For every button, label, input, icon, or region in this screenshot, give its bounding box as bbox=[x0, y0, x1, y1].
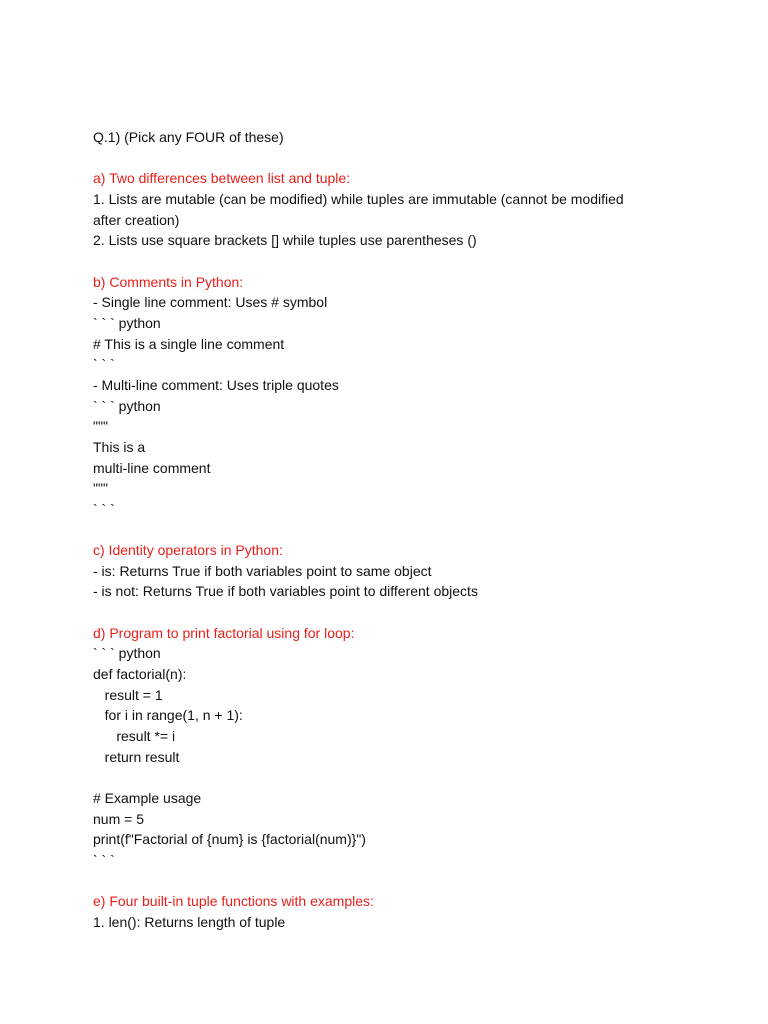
spacer bbox=[93, 251, 693, 272]
section-e-line: 1. len(): Returns length of tuple bbox=[93, 913, 286, 930]
section-c-heading: c) Identity operators in Python: bbox=[93, 542, 283, 559]
section-a-heading: a) Two differences between list and tuple: bbox=[93, 170, 351, 187]
code-fence: ` ` ` bbox=[93, 500, 115, 517]
code-fence: ` ` ` python bbox=[93, 397, 161, 414]
spacer bbox=[93, 148, 693, 169]
code-line: def factorial(n): bbox=[93, 666, 187, 683]
section-a bbox=[93, 168, 693, 251]
section-a-line: 2. Lists use square brackets [] while tuples use parentheses () bbox=[93, 232, 477, 249]
code-fence: ` ` ` bbox=[93, 356, 115, 373]
spacer bbox=[93, 519, 693, 540]
code-line: print(f"Factorial of {num} is {factorial(num)}") bbox=[93, 831, 366, 848]
section-b-line: """ bbox=[93, 480, 108, 497]
section-b-line: """ bbox=[93, 418, 108, 435]
code-line: for i in range(1, n + 1): bbox=[93, 707, 243, 724]
section-e bbox=[93, 891, 693, 932]
section-a-line: after creation) bbox=[93, 211, 180, 228]
section-b-heading: b) Comments in Python: bbox=[93, 273, 244, 290]
section-a-line: 1. Lists are mutable (can be modified) while tuples are immutable (cannot be modified bbox=[93, 190, 624, 207]
section-b-line: This is a bbox=[93, 438, 146, 455]
question-title: Q.1) (Pick any FOUR of these) bbox=[93, 129, 284, 145]
section-c-line: - is: Returns True if both variables point to same object bbox=[93, 562, 432, 579]
section-d bbox=[93, 623, 693, 871]
code-line: # Example usage bbox=[93, 790, 202, 806]
code-line: result *= i bbox=[93, 728, 176, 745]
section-d-heading: d) Program to print factorial using for loop: bbox=[93, 624, 355, 641]
code-fence: ` ` ` python bbox=[93, 645, 161, 662]
section-b-line: multi-line comment bbox=[93, 459, 211, 476]
spacer bbox=[93, 602, 693, 623]
code-line: return result bbox=[93, 748, 180, 765]
code-line: num = 5 bbox=[93, 810, 144, 827]
section-e-heading: e) Four built-in tuple functions with examples: bbox=[93, 893, 374, 910]
code-line: result = 1 bbox=[93, 686, 163, 703]
document-body bbox=[93, 127, 693, 933]
spacer bbox=[93, 871, 693, 892]
section-b-line: - Multi-line comment: Uses triple quotes bbox=[93, 376, 339, 393]
section-b bbox=[93, 272, 693, 520]
section-b-line: - Single line comment: Uses # symbol bbox=[93, 294, 328, 311]
code-fence: ` ` ` bbox=[93, 851, 115, 868]
code-line bbox=[93, 767, 693, 788]
section-b-line: # This is a single line comment bbox=[93, 335, 285, 352]
code-fence: ` ` ` python bbox=[93, 314, 161, 331]
section-c-line: - is not: Returns True if both variables point to different objects bbox=[93, 583, 478, 600]
section-c bbox=[93, 540, 693, 602]
